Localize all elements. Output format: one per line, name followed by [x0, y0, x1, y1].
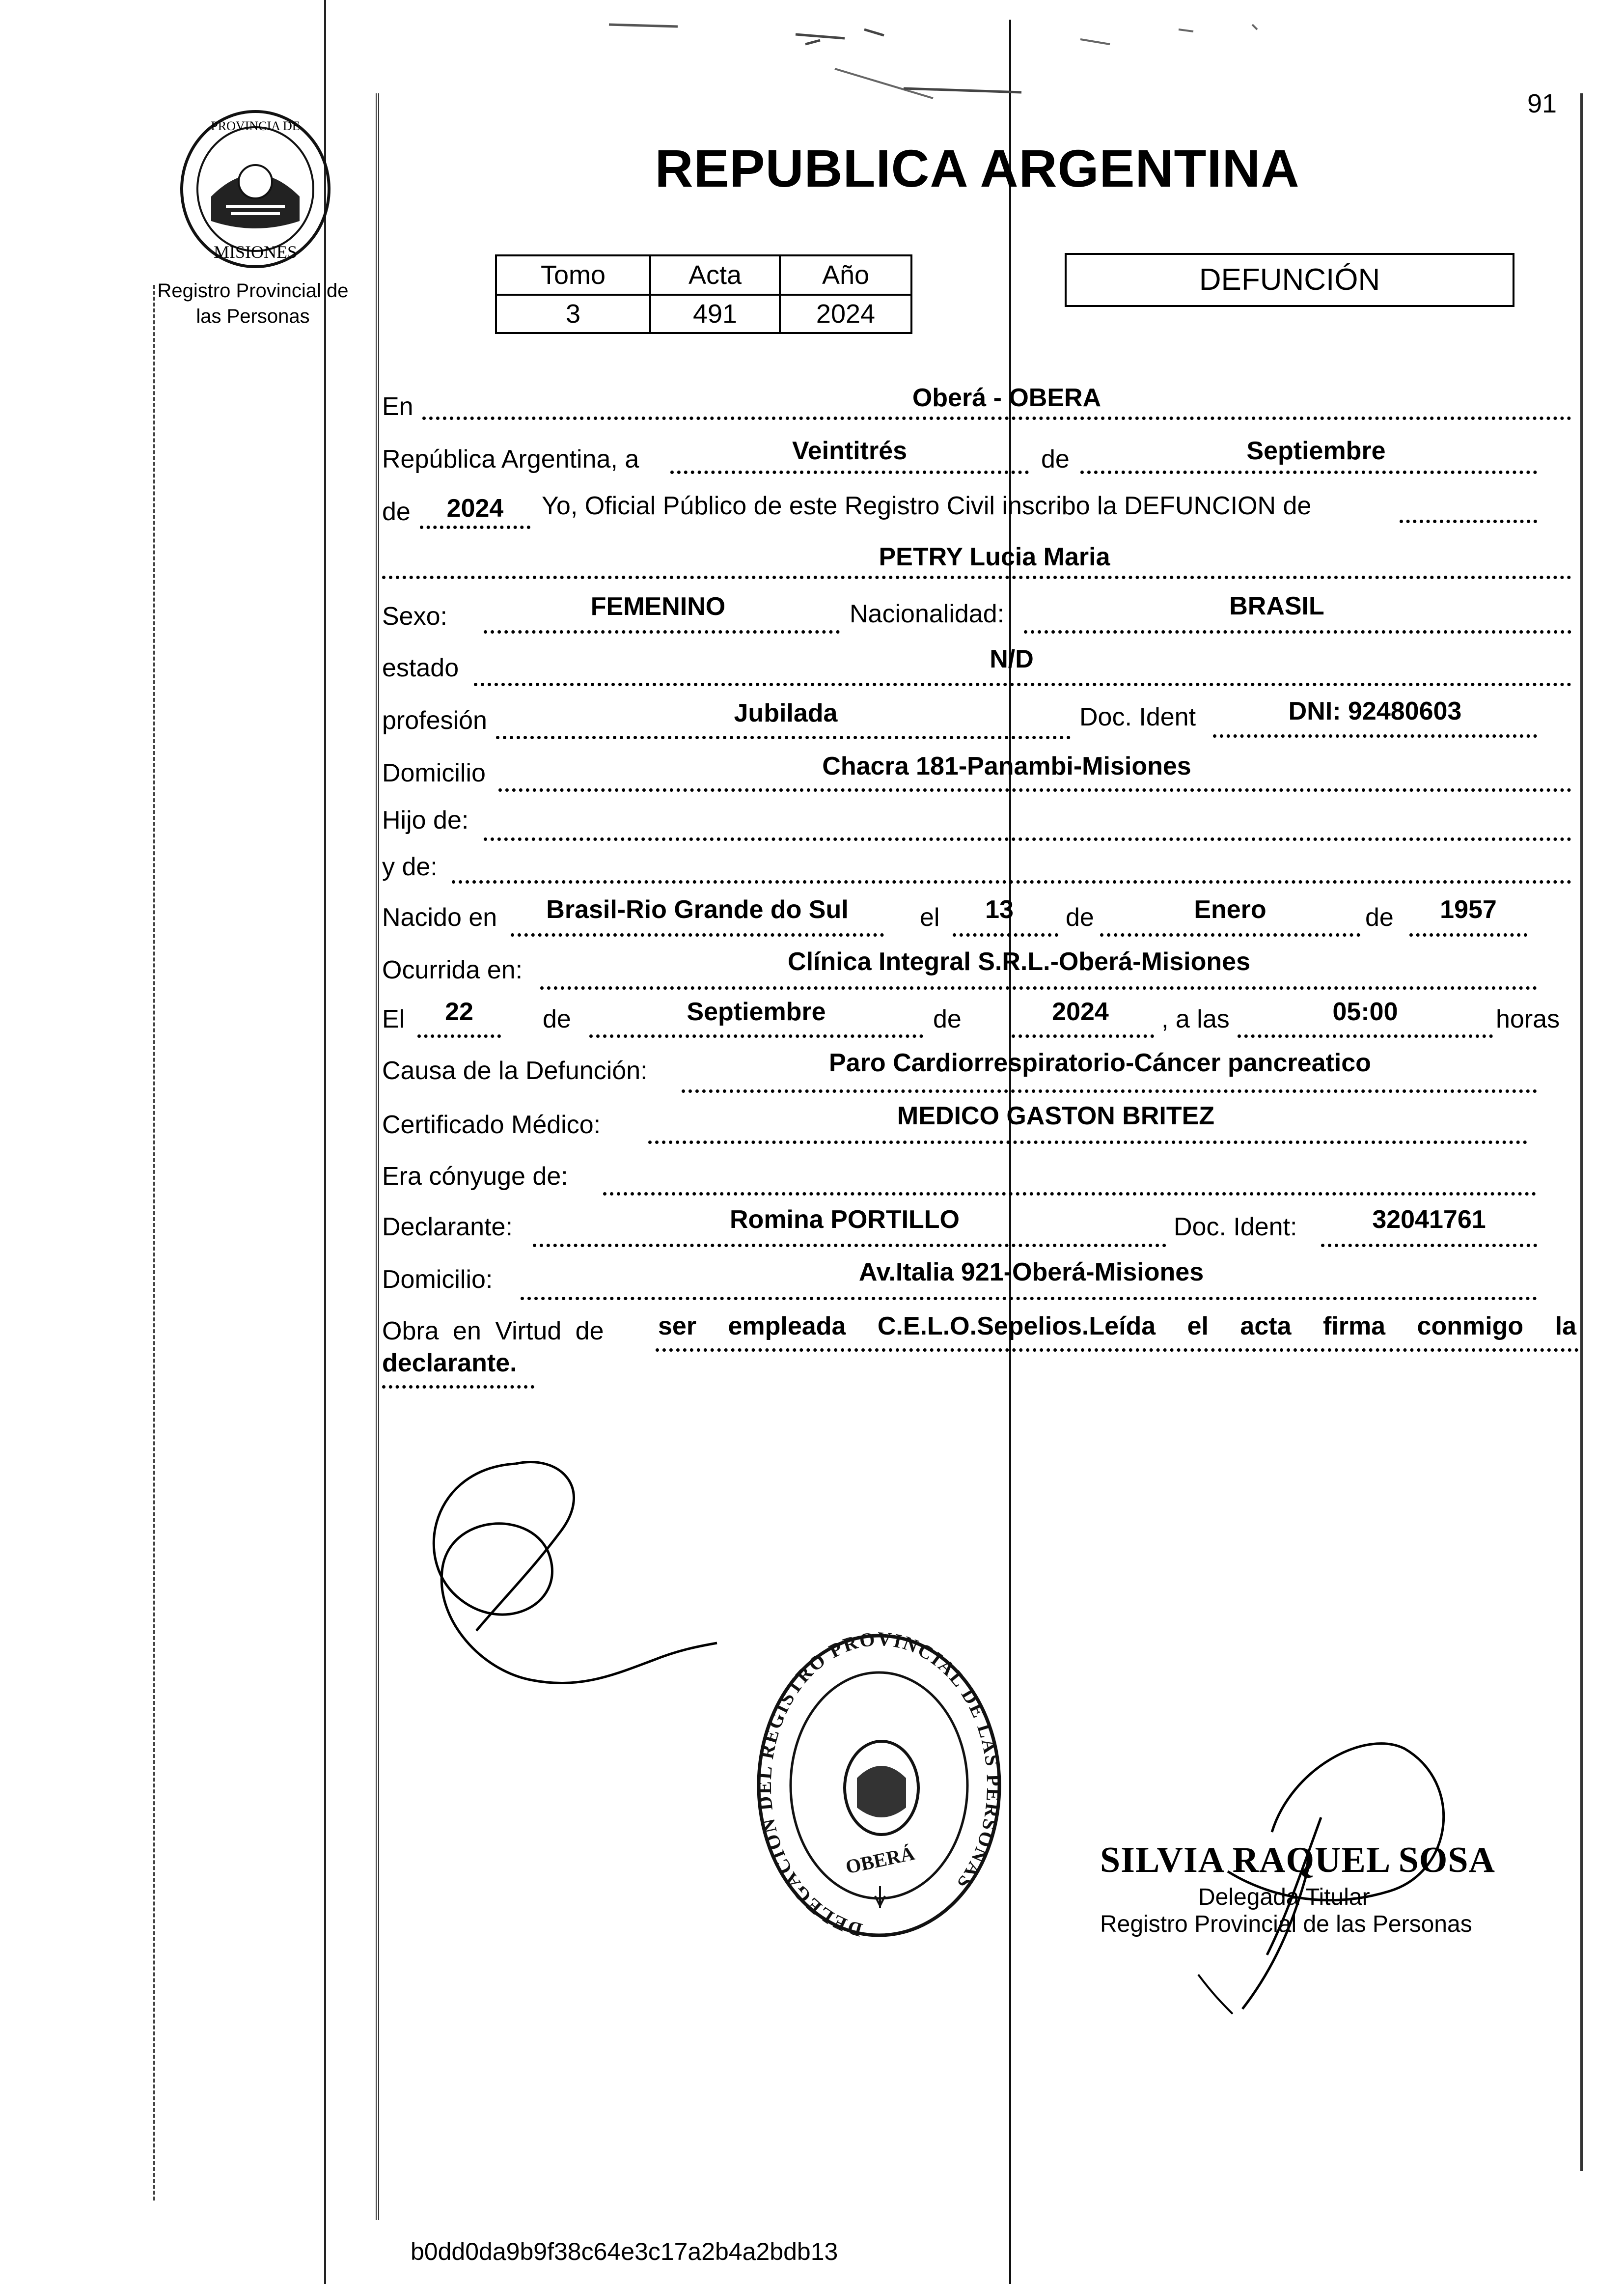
label-domicilio: Domicilio [382, 759, 486, 787]
delegation-stamp [751, 1631, 1007, 1945]
dotted-line [1238, 1034, 1493, 1038]
label-a-las: , a las [1161, 1005, 1230, 1033]
table-header-anio: Año [780, 255, 911, 295]
label-nacido-en: Nacido en [382, 903, 497, 932]
label-horas: horas [1496, 1005, 1560, 1033]
signatory-title: Delegada Titular [1198, 1884, 1370, 1910]
dotted-line [1024, 630, 1571, 634]
dotted-line [382, 576, 1571, 579]
value-anio-defuncion: 2024 [1052, 998, 1109, 1026]
value-anio-nacimiento: 1957 [1440, 895, 1497, 924]
value-documento: DNI: 92480603 [1288, 697, 1462, 725]
label-conyuge: Era cónyuge de: [382, 1162, 568, 1191]
label-de: de [1041, 445, 1070, 474]
label-ocurrida-en: Ocurrida en: [382, 956, 523, 984]
stamp-ring-text: DELEGACION DEL REGISTRO PROVINCIAL DE LAS PERSONAS [753, 1631, 1005, 1942]
dotted-line [521, 1297, 1537, 1300]
label-doc-ident-declarante: Doc. Ident: [1174, 1213, 1297, 1241]
value-profesion: Jubilada [734, 699, 838, 727]
label-y-de: y de: [382, 853, 438, 881]
value-nacionalidad: BRASIL [1229, 592, 1324, 620]
value-obra-linea2: declarante. [382, 1349, 517, 1377]
label-domicilio-declarante: Domicilio: [382, 1265, 493, 1294]
table-cell-acta: 491 [650, 295, 780, 333]
label-estado: estado [382, 654, 459, 682]
dotted-line [382, 1385, 534, 1389]
dotted-line [496, 736, 1071, 739]
fold-line [1009, 20, 1011, 2284]
signatory-office: Registro Provincial de las Personas [1100, 1911, 1472, 1937]
dotted-line [417, 1034, 501, 1038]
label-hijo-de: Hijo de: [382, 806, 469, 835]
left-edge-marks [153, 285, 155, 2200]
dotted-line [533, 1244, 1166, 1247]
dotted-line [670, 471, 1029, 474]
label-doc-ident: Doc. Ident [1079, 703, 1196, 731]
value-mes-nacimiento: Enero [1194, 895, 1266, 924]
dotted-line [656, 1348, 1579, 1352]
value-mes-defuncion: Septiembre [687, 998, 826, 1026]
value-estado: N/D [990, 645, 1034, 673]
dotted-line [484, 630, 840, 634]
dotted-line [474, 683, 1571, 686]
dotted-line [420, 526, 530, 529]
dotted-line [1213, 734, 1537, 738]
label-yo-oficial: Yo, Oficial Público de este Registro Civil inscribo la DEFUNCION de [542, 492, 1312, 520]
page-title: REPUBLICA ARGENTINA [655, 139, 1300, 198]
registry-name: Registro Provincial de las Personas [157, 280, 349, 327]
dotted-line [511, 933, 884, 937]
dotted-line [452, 880, 1571, 884]
value-lugar-defuncion: Clínica Integral S.R.L.-Oberá-Misiones [788, 947, 1250, 976]
label-el-upper: El [382, 1005, 405, 1033]
value-nombre-fallecido: PETRY Lucia Maria [879, 543, 1110, 571]
value-doc-declarante: 32041761 [1372, 1205, 1486, 1234]
label-nacionalidad: Nacionalidad: [850, 600, 1005, 628]
label-en: En [382, 392, 413, 421]
value-certificado-medico: MEDICO GASTON BRITEZ [897, 1102, 1215, 1130]
label-causa: Causa de la Defunción: [382, 1057, 648, 1085]
dotted-line [1321, 1244, 1537, 1247]
label-certificado: Certificado Médico: [382, 1111, 601, 1139]
table-cell-anio: 2024 [780, 295, 911, 333]
dotted-line [589, 1034, 923, 1038]
value-domicilio: Chacra 181-Panambi-Misiones [822, 752, 1191, 780]
page-number: 91 [1527, 89, 1557, 118]
label-de: de [543, 1005, 571, 1033]
dotted-line [603, 1192, 1536, 1196]
dotted-line [484, 837, 1571, 841]
scan-noise [589, 10, 1424, 108]
label-obra: Obra en Virtud de [382, 1317, 604, 1345]
stamp-center-text: OBERÁ [843, 1841, 917, 1878]
document-hash: b0dd0da9b9f38c64e3c17a2b4a2bdb13 [411, 2238, 838, 2265]
registry-table [495, 254, 912, 334]
value-declarante: Romina PORTILLO [730, 1205, 960, 1234]
table-cell-tomo: 3 [496, 295, 650, 333]
label-de: de [1066, 903, 1094, 932]
form-left-border [376, 93, 379, 2220]
dotted-line [422, 417, 1571, 420]
dotted-line [1080, 471, 1537, 474]
margin-line [324, 0, 326, 2284]
label-de: de [933, 1005, 962, 1033]
dotted-line [498, 788, 1571, 792]
seal-top-text: PROVINCIA DE [211, 119, 300, 133]
value-lugar: Oberá - OBERA [912, 384, 1101, 412]
label-el: el [920, 903, 940, 932]
table-header-tomo: Tomo [496, 255, 650, 295]
value-causa: Paro Cardiorrespiratorio-Cáncer pancreatico [829, 1049, 1371, 1077]
dotted-line [540, 986, 1537, 990]
misiones-province-seal [177, 108, 334, 270]
value-lugar-nacimiento: Brasil-Rio Grande do Sul [546, 895, 849, 924]
value-hora-defuncion: 05:00 [1332, 998, 1398, 1026]
value-domicilio-declarante: Av.Italia 921-Oberá-Misiones [858, 1258, 1204, 1286]
value-dia-nacimiento: 13 [985, 895, 1014, 924]
label-republica: República Argentina, a [382, 445, 639, 474]
dotted-line [1400, 520, 1537, 523]
value-sexo: FEMENINO [590, 592, 726, 621]
dotted-line [1100, 933, 1360, 937]
value-dia-defuncion: 22 [445, 998, 473, 1026]
value-anio-inscripcion: 2024 [446, 494, 504, 523]
label-profesion: profesión [382, 706, 487, 735]
dotted-line [682, 1089, 1537, 1093]
dotted-line [1012, 1034, 1154, 1038]
value-dia-inscripcion: Veintitrés [792, 437, 908, 465]
label-declarante: Declarante: [382, 1213, 513, 1241]
label-de: de [1365, 903, 1394, 932]
label-de: de [382, 498, 411, 526]
document-type: DEFUNCIÓN [1199, 263, 1380, 297]
form-right-border [1580, 93, 1583, 2171]
dotted-line [1409, 933, 1527, 937]
signatory-name: SILVIA RAQUEL SOSA [1100, 1840, 1495, 1880]
seal-bottom-text: MISIONES [213, 242, 298, 262]
table-header-acta: Acta [650, 255, 780, 295]
dotted-line [953, 933, 1058, 937]
value-obra-linea1: ser empleada C.E.L.O.Sepelios.Leída el acta firma conmigo la [658, 1312, 1576, 1340]
label-sexo: Sexo: [382, 602, 447, 631]
document-type-box [1065, 253, 1514, 307]
value-mes-inscripcion: Septiembre [1246, 437, 1386, 465]
declarant-signature [403, 1444, 746, 1719]
dotted-line [648, 1141, 1527, 1144]
